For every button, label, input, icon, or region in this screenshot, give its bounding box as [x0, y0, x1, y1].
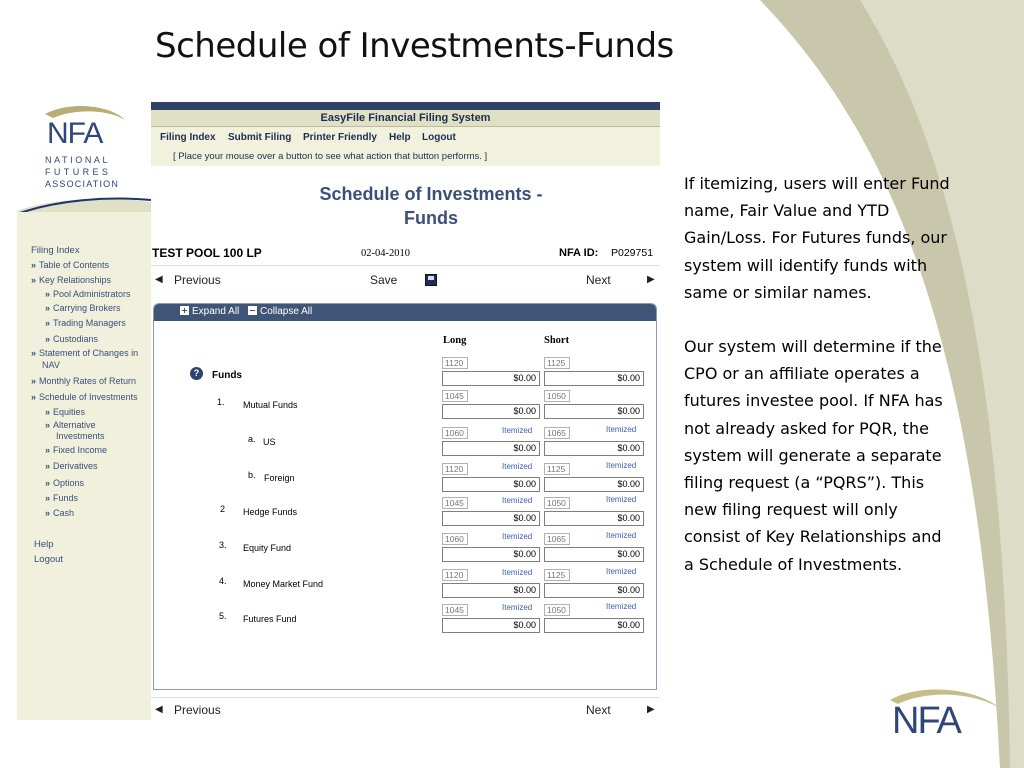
- double-arrow-icon: »: [45, 334, 51, 344]
- row-number: b.: [248, 470, 256, 480]
- nfa-logo-line3: ASSOCIATION: [45, 179, 120, 189]
- bottom-nav-row: [151, 697, 660, 720]
- short-itemized-link[interactable]: Itemized: [606, 425, 637, 434]
- expand-all-button[interactable]: Expand All: [180, 306, 239, 317]
- long-itemized-link[interactable]: Itemized: [502, 426, 533, 435]
- nfa-id-label: NFA ID:: [559, 247, 599, 259]
- collapse-all-button[interactable]: Collapse All: [248, 306, 312, 317]
- slide-title: Schedule of Investments-Funds: [155, 26, 674, 66]
- sidebar-item-derivatives[interactable]: » Derivatives: [45, 461, 98, 471]
- short-value-field[interactable]: $0.00: [544, 477, 644, 492]
- sidebar-item-statement-of-changes-line2[interactable]: NAV: [42, 360, 60, 370]
- short-value-field[interactable]: $0.00: [544, 404, 644, 419]
- double-arrow-icon: »: [31, 392, 37, 402]
- row-number: 3.: [219, 540, 227, 550]
- short-line-code: 1050: [544, 390, 570, 402]
- page-heading-line1: Schedule of Investments -: [319, 184, 543, 204]
- long-line-code: 1060: [442, 533, 468, 545]
- main-area: [151, 102, 660, 720]
- page-title-area: [151, 166, 660, 242]
- double-arrow-icon: »: [45, 493, 51, 503]
- long-value-field[interactable]: $0.00: [442, 404, 540, 419]
- sidebar-item-alternative-investments-line2[interactable]: Investments: [56, 431, 105, 441]
- sidebar-item-trading-managers[interactable]: » Trading Managers: [45, 318, 126, 328]
- floppy-disk-icon[interactable]: [425, 274, 437, 286]
- double-arrow-icon: »: [45, 445, 51, 455]
- pool-info-row: [151, 242, 660, 266]
- short-value-field[interactable]: $0.00: [544, 583, 644, 598]
- save-button[interactable]: Save: [370, 273, 398, 287]
- previous-button[interactable]: Previous: [174, 273, 221, 287]
- row-number: 4.: [219, 576, 227, 586]
- double-arrow-icon: »: [31, 348, 37, 358]
- chevron-left-icon[interactable]: ◀: [155, 274, 163, 285]
- long-value-field[interactable]: $0.00: [442, 583, 540, 598]
- top-band: [151, 102, 660, 110]
- nfa-id: P029751: [611, 247, 654, 259]
- short-line-code: 1065: [544, 427, 570, 439]
- long-itemized-link[interactable]: Itemized: [502, 496, 533, 505]
- sidebar-item-key-relationships[interactable]: » Key Relationships: [31, 275, 112, 285]
- previous-button-bottom[interactable]: Previous: [174, 703, 221, 717]
- nfa-logo-line2: FUTURES: [45, 167, 112, 177]
- sidebar-item-funds[interactable]: » Funds: [45, 493, 79, 503]
- explanation-text: [684, 170, 954, 578]
- nfa-corner-text: NFA: [892, 700, 960, 742]
- long-value-field[interactable]: $0.00: [442, 618, 540, 633]
- explanation-paragraph-1: If itemizing, users will enter Fund name, Fair Value and YTD Gain/Loss. For Futures funds, our system will identify funds with same or similar names.: [684, 174, 950, 302]
- sidebar-item-table-of-contents[interactable]: » Table of Contents: [31, 260, 110, 270]
- double-arrow-icon: »: [45, 289, 51, 299]
- double-arrow-icon: »: [31, 275, 37, 285]
- short-itemized-link[interactable]: Itemized: [606, 602, 637, 611]
- row-number: a.: [248, 434, 256, 444]
- short-line-code: 1050: [544, 497, 570, 509]
- sidebar-item-options[interactable]: » Options: [45, 478, 85, 488]
- short-line-code: 1125: [544, 357, 570, 369]
- sidebar-help[interactable]: Help: [34, 539, 54, 550]
- row-number: 2: [220, 504, 226, 514]
- menu-submit-filing[interactable]: Submit Filing: [228, 132, 292, 143]
- long-value-field[interactable]: $0.00: [442, 477, 540, 492]
- sidebar-item-schedule-of-investments[interactable]: » Schedule of Investments: [31, 392, 138, 402]
- menu-filing-index[interactable]: Filing Index: [160, 132, 216, 143]
- fund-category-label: Equity Fund: [243, 543, 292, 553]
- menu-bar: [151, 126, 660, 166]
- sidebar-filing-index[interactable]: Filing Index: [31, 245, 80, 256]
- short-value-field[interactable]: $0.00: [544, 618, 644, 633]
- fund-category-label: Money Market Fund: [243, 579, 324, 589]
- menu-printer-friendly[interactable]: Printer Friendly: [303, 132, 377, 143]
- fund-category-label: Mutual Funds: [243, 400, 298, 410]
- column-short: Short: [544, 335, 570, 346]
- sidebar-item-statement-of-changes[interactable]: » Statement of Changes in: [31, 348, 139, 358]
- double-arrow-icon: »: [45, 508, 51, 518]
- next-button[interactable]: Next: [586, 273, 611, 287]
- chevron-left-icon[interactable]: ◀: [155, 704, 163, 715]
- filing-date: 02-04-2010: [361, 248, 410, 259]
- sidebar-item-alternative-investments[interactable]: » Alternative: [45, 420, 96, 430]
- long-line-code: 1045: [442, 497, 468, 509]
- short-itemized-link[interactable]: Itemized: [606, 531, 637, 540]
- long-value-field[interactable]: $0.00: [442, 547, 540, 562]
- double-arrow-icon: »: [31, 260, 37, 270]
- app-screenshot: [17, 102, 660, 720]
- explanation-paragraph-2: Our system will determine if the CPO or an affiliate operates a futures investee pool. If NFA has not already asked for PQR, the system will generate a separate filing request (a “PQRS”). This new filing request will only consist of Key Relationships and a Schedule of Investments.: [684, 337, 943, 574]
- sidebar-item-cash[interactable]: » Cash: [45, 508, 75, 518]
- short-line-code: 1050: [544, 604, 570, 616]
- fund-category-label: Foreign: [264, 473, 295, 483]
- long-line-code: 1120: [442, 569, 468, 581]
- hover-hint: [ Place your mouse over a button to see what action that button performs. ]: [173, 151, 488, 162]
- sidebar-item-equities[interactable]: » Equities: [45, 407, 86, 417]
- short-value-field[interactable]: $0.00: [544, 511, 644, 526]
- sidebar-item-carrying-brokers[interactable]: » Carrying Brokers: [45, 303, 121, 313]
- long-value-field[interactable]: $0.00: [442, 371, 540, 386]
- nfa-logo-mark: NFA: [47, 117, 103, 150]
- long-itemized-link[interactable]: Itemized: [502, 532, 533, 541]
- plus-box-icon: [180, 306, 189, 315]
- double-arrow-icon: »: [45, 478, 51, 488]
- short-line-code: 1125: [544, 569, 570, 581]
- row-number: 5.: [219, 611, 227, 621]
- menu-help[interactable]: Help: [389, 132, 411, 143]
- short-line-code: 1125: [544, 463, 570, 475]
- pool-name: TEST POOL 100 LP: [152, 246, 262, 260]
- row-number: 1.: [217, 397, 225, 407]
- sidebar-item-custodians[interactable]: » Custodians: [45, 334, 99, 344]
- double-arrow-icon: »: [31, 376, 37, 386]
- help-question-icon[interactable]: ?: [190, 367, 203, 380]
- double-arrow-icon: »: [45, 303, 51, 313]
- double-arrow-icon: »: [45, 420, 51, 430]
- double-arrow-icon: »: [45, 461, 51, 471]
- short-value-field[interactable]: $0.00: [544, 371, 644, 386]
- fund-category-label: US: [263, 437, 276, 447]
- chevron-right-icon[interactable]: ▶: [647, 274, 655, 285]
- short-itemized-link[interactable]: Itemized: [606, 461, 637, 470]
- menu-logout[interactable]: Logout: [422, 132, 456, 143]
- top-nav-row: [151, 268, 660, 294]
- chevron-right-icon[interactable]: ▶: [647, 704, 655, 715]
- nfa-corner-logo: [872, 686, 1004, 746]
- minus-box-icon: [248, 306, 257, 315]
- fund-category-label: Hedge Funds: [243, 507, 298, 517]
- page-heading: [281, 182, 581, 230]
- long-line-code: 1060: [442, 427, 468, 439]
- long-line-code: 1045: [442, 390, 468, 402]
- short-itemized-link[interactable]: Itemized: [606, 567, 637, 576]
- long-itemized-link[interactable]: Itemized: [502, 462, 533, 471]
- sidebar-item-fixed-income[interactable]: » Fixed Income: [45, 445, 108, 455]
- nfa-logo-block: [17, 102, 151, 212]
- long-line-code: 1120: [442, 463, 468, 475]
- funds-label: Funds: [212, 370, 242, 381]
- double-arrow-icon: »: [45, 318, 51, 328]
- sidebar-item-monthly-rates[interactable]: » Monthly Rates of Return: [31, 376, 137, 386]
- long-value-field[interactable]: $0.00: [442, 441, 540, 456]
- nfa-logo-line1: NATIONAL: [45, 155, 111, 165]
- long-itemized-link[interactable]: Itemized: [502, 603, 533, 612]
- sidebar-item-pool-administrators[interactable]: » Pool Administrators: [45, 289, 131, 299]
- long-line-code: 1045: [442, 604, 468, 616]
- system-title: EasyFile Financial Filing System: [320, 112, 491, 124]
- short-line-code: 1065: [544, 533, 570, 545]
- next-button-bottom[interactable]: Next: [586, 703, 611, 717]
- long-line-code: 1120: [442, 357, 468, 369]
- short-value-field[interactable]: $0.00: [544, 441, 644, 456]
- long-itemized-link[interactable]: Itemized: [502, 568, 533, 577]
- double-arrow-icon: »: [45, 407, 51, 417]
- short-itemized-link[interactable]: Itemized: [606, 495, 637, 504]
- page-heading-line2: Funds: [404, 208, 458, 228]
- short-value-field[interactable]: $0.00: [544, 547, 644, 562]
- sidebar-logout[interactable]: Logout: [34, 554, 64, 565]
- panel-toolbar: [154, 304, 656, 321]
- column-long: Long: [443, 335, 467, 346]
- long-value-field[interactable]: $0.00: [442, 511, 540, 526]
- fund-category-label: Futures Fund: [243, 614, 297, 624]
- sidebar: [17, 102, 151, 720]
